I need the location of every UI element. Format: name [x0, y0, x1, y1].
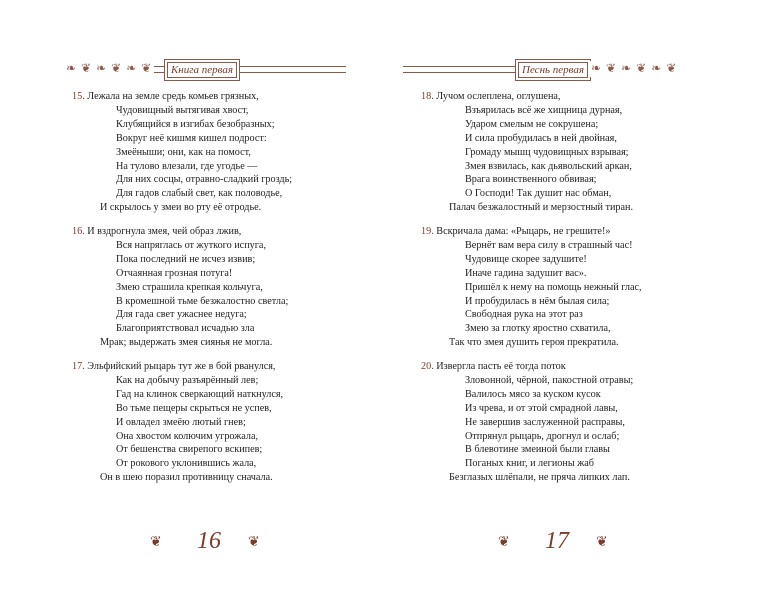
verse-line: Змея взвилась, как дьявольский аркан,: [465, 160, 632, 172]
verse-line: И вздрогнула змея, чей образ лжив,: [87, 226, 242, 237]
vine-ornament-icon: ❧ ❦ ❧ ❦ ❧ ❦: [591, 61, 678, 75]
stanza-number: 19.: [421, 226, 434, 237]
fleuron-icon: ❦: [248, 535, 260, 550]
verse-line: И овладел змеёю лютый гнев;: [116, 416, 246, 428]
verse-line: Пока последний не исчез извив;: [116, 253, 256, 265]
verse-line: Из чрева, и от этой смрадной лавы,: [465, 402, 618, 414]
verse-line: От рокового уклонившись жала,: [116, 458, 257, 470]
stanza: [421, 360, 633, 485]
running-header: [403, 56, 678, 82]
verse-line: И пробудилась в нём былая сила;: [465, 295, 610, 307]
page-number: 16: [197, 528, 221, 554]
verse-line: Во тьме пещеры скрыться не успев,: [116, 402, 272, 414]
verse-line: Отпрянул рыцарь, дрогнул и ослаб;: [465, 430, 620, 442]
page-number: 17: [545, 528, 569, 554]
verse-line: Вся напряглась от жуткого испуга,: [116, 239, 267, 251]
verse-line: Так что змея душить героя прекратила.: [449, 337, 619, 349]
vine-ornament-icon: ❧ ❦ ❧ ❦ ❧ ❦: [66, 61, 153, 75]
verse-line: В блевотине змеиной были главы: [465, 444, 610, 456]
verse-line: Врага воинственного обвивая;: [465, 174, 597, 186]
stanza: [421, 90, 633, 215]
fleuron-icon: ❦: [150, 535, 162, 550]
verse-line: Взъярилась всё же хищница дурная,: [465, 104, 623, 116]
verse-line: Отчаянная грозная потуга!: [116, 267, 233, 279]
verse-line: Змею страшила крепкая кольчуга,: [116, 281, 263, 293]
verse-line: Он в шею поразил противницу сначала.: [100, 472, 273, 484]
verse-line: Не завершив заслуженной расправы,: [465, 416, 625, 428]
verse-line: И скрылось у змеи во рту её отродье.: [100, 202, 262, 214]
verse-line: Извергла пасть её тогда поток: [436, 361, 566, 372]
stanza: [72, 225, 288, 350]
verse-line: Ударом смелым не сокрушена;: [465, 118, 599, 130]
stanza: [72, 360, 283, 485]
header-title: Песнь первая: [515, 59, 591, 81]
fleuron-icon: ❦: [498, 535, 510, 550]
verse-line: Как на добычу разъярённый лев;: [116, 374, 259, 386]
verse-line: Зловонной, чёрной, пакостной отравы;: [465, 374, 634, 386]
verse-line: Лучом ослеплена, оглушена,: [436, 91, 561, 102]
verse-line: Она хвостом колючим угрожала,: [116, 430, 259, 442]
verse-line: Мрак; выдержать змея сиянья не могла.: [100, 337, 273, 349]
stanza: [72, 90, 292, 215]
verse-line: Валилось мясо за куском кусок: [465, 388, 601, 400]
verse-line: И сила пробудилась в ней двойная,: [465, 132, 617, 144]
verse-line: Для гада свет ужаснее недуга;: [116, 309, 247, 321]
verse-line: Пришёл к нему на помощь нежный глас,: [465, 281, 642, 293]
verse-line: Вернёт вам вера силу в страшный час!: [465, 239, 633, 251]
verse-line: Эльфийский рыцарь тут же в бой рванулся,: [87, 361, 276, 372]
verse-line: Свободная рука на этот раз: [465, 309, 583, 321]
verse-line: Иначе гадина задушит вас».: [465, 267, 587, 279]
stanza-number: 17.: [72, 361, 85, 372]
verse-line: Змею за глотку яростно схватила,: [465, 323, 611, 335]
verse-line: Чудовищный вытягивая хвост,: [116, 104, 249, 116]
right-page: [383, 0, 766, 596]
verse-line: Чудовище скорее задушите!: [465, 253, 587, 265]
verse-line: Змеёныши; они, как на помост,: [116, 146, 251, 158]
verse-line: Вокруг неё кишмя кишел подрост:: [116, 132, 267, 144]
verse-line: Гад на клинок сверкающий наткнулся,: [116, 388, 284, 400]
verse-line: Для них сосцы, отравно-сладкий гроздь;: [116, 174, 293, 186]
verse-line: Клубящийся в изгибах безобразных;: [116, 118, 275, 130]
stanza-number: 16.: [72, 226, 85, 237]
stanza: [421, 225, 642, 350]
stanza-number: 15.: [72, 91, 85, 102]
folio: [498, 528, 618, 558]
verse-line: Палач безжалостный и мерзостный тиран.: [449, 202, 634, 214]
verse-line: Безглазых шлёпали, не пряча липких лап.: [449, 472, 630, 484]
fleuron-icon: ❦: [596, 535, 608, 550]
verse-line: В кромешной тьме безжалостно светла;: [116, 295, 289, 307]
folio: [150, 528, 270, 558]
stanza-number: 20.: [421, 361, 434, 372]
header-title: Книга первая: [164, 59, 240, 81]
verse-line: Благоприятствовал исчадью зла: [116, 323, 255, 335]
verse-line: От бешенства свирепого вскипев;: [116, 444, 263, 456]
running-header: [66, 56, 346, 82]
verse-line: Вскричала дама: «Рыцарь, не грешите!»: [436, 226, 611, 237]
stanza-number: 18.: [421, 91, 434, 102]
verse-line: На тулово влезали, где угодье —: [116, 160, 258, 172]
verse-line: О Господи! Так душит нас обман,: [465, 188, 612, 200]
verse-line: Громаду мышц чудовищных взрывая;: [465, 146, 629, 158]
verse-line: Поганых книг, и легионы жаб: [465, 458, 594, 470]
verse-line: Для гадов слабый свет, как половодье,: [116, 188, 283, 200]
verse-line: Лежала на земле средь комьев грязных,: [87, 91, 259, 102]
